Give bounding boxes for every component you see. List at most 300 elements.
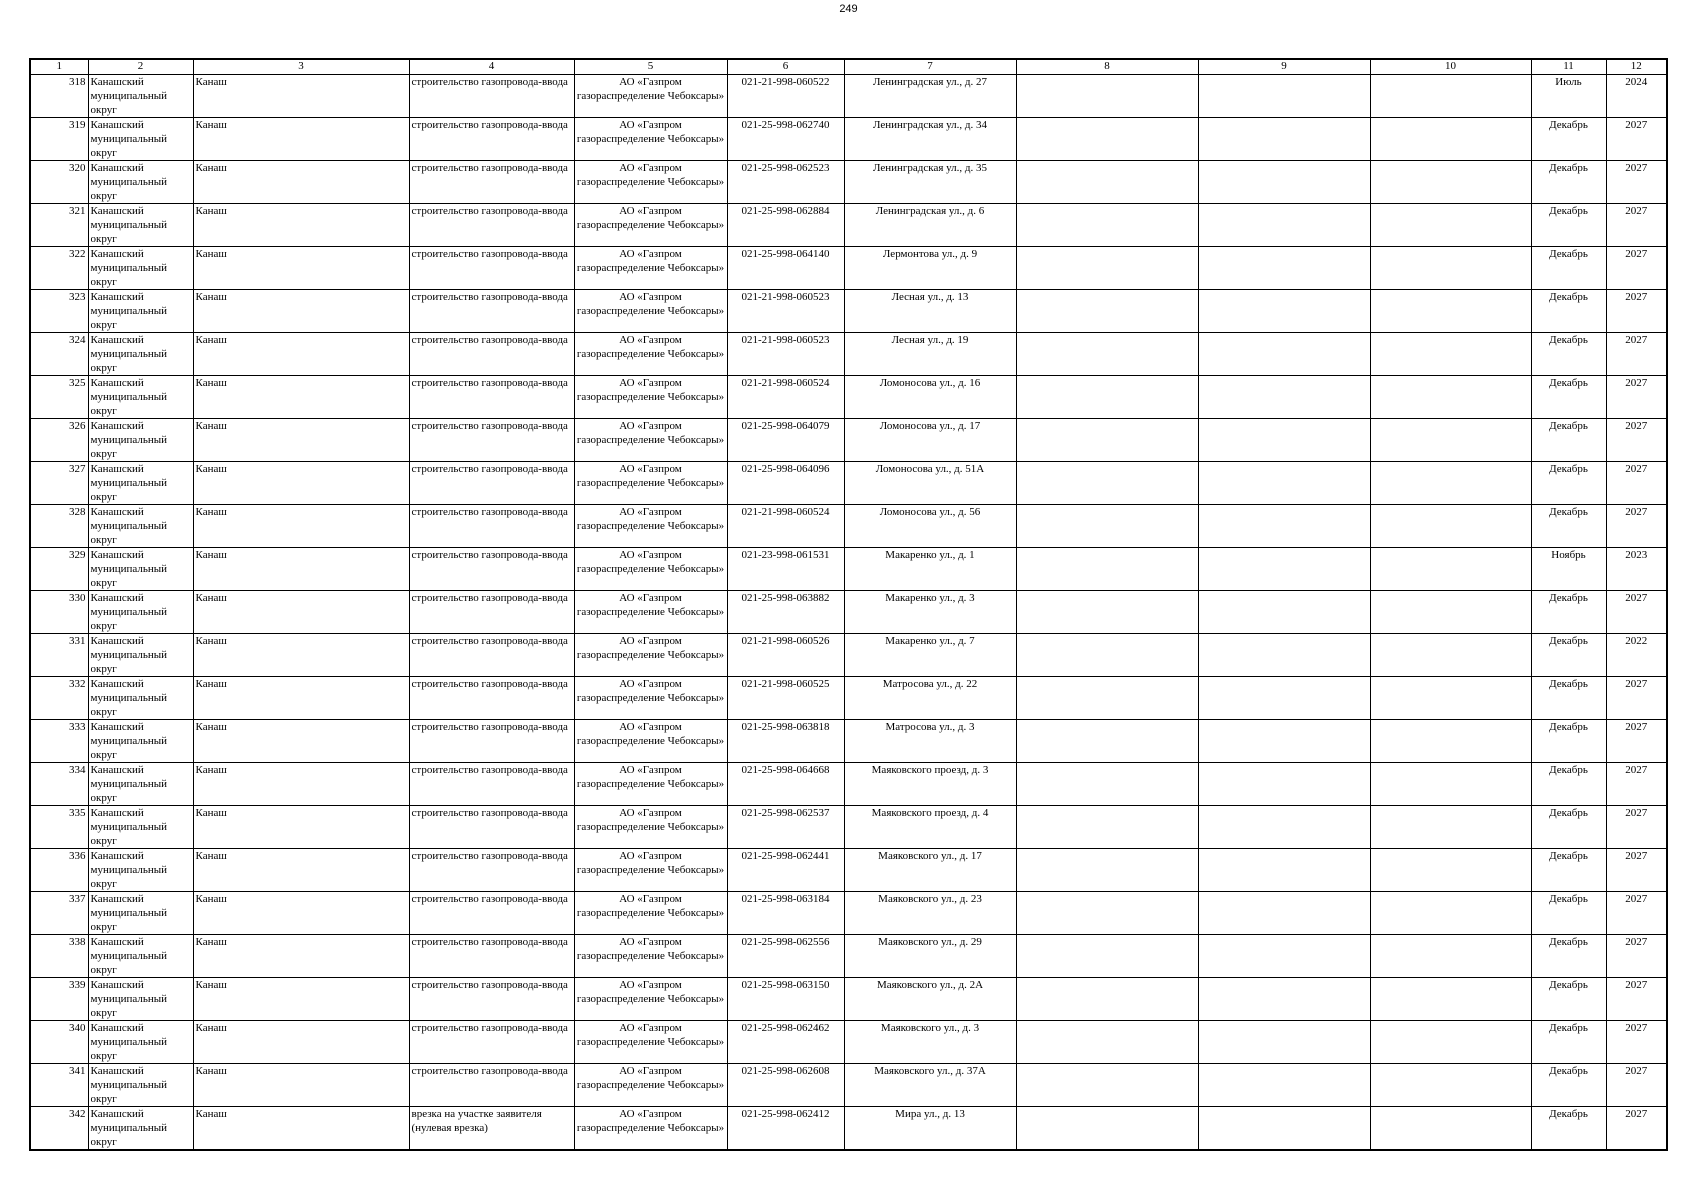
month-cell: Декабрь	[1531, 720, 1606, 763]
column-8-cell	[1016, 290, 1198, 333]
address-cell: Лесная ул., д. 19	[844, 333, 1016, 376]
district-cell: Канашский муниципальный округ	[88, 591, 193, 634]
table-row	[30, 806, 1667, 849]
organization-cell: АО «Газпром газораспределение Чебоксары»	[574, 806, 727, 849]
settlement-cell: Канаш	[193, 892, 409, 935]
column-8-cell	[1016, 548, 1198, 591]
row-number: 325	[30, 376, 88, 419]
table-row	[30, 161, 1667, 204]
year-cell: 2027	[1606, 118, 1667, 161]
work-type-cell: строительство газопровода-ввода	[409, 892, 574, 935]
settlement-cell: Канаш	[193, 1064, 409, 1107]
address-cell: Макаренко ул., д. 3	[844, 591, 1016, 634]
settlement-cell: Канаш	[193, 118, 409, 161]
organization-cell: АО «Газпром газораспределение Чебоксары»	[574, 849, 727, 892]
column-10-cell	[1370, 677, 1531, 720]
object-code-cell: 021-21-998-060525	[727, 677, 844, 720]
work-type-cell: строительство газопровода-ввода	[409, 935, 574, 978]
year-cell: 2027	[1606, 806, 1667, 849]
work-type-cell: строительство газопровода-ввода	[409, 462, 574, 505]
address-cell: Макаренко ул., д. 1	[844, 548, 1016, 591]
settlement-cell: Канаш	[193, 333, 409, 376]
object-code-cell: 021-21-998-060523	[727, 333, 844, 376]
month-cell: Декабрь	[1531, 204, 1606, 247]
column-header: 1	[30, 59, 88, 75]
column-header: 2	[88, 59, 193, 75]
column-9-cell	[1198, 1107, 1370, 1151]
row-number: 335	[30, 806, 88, 849]
year-cell: 2027	[1606, 462, 1667, 505]
settlement-cell: Канаш	[193, 548, 409, 591]
month-cell: Декабрь	[1531, 978, 1606, 1021]
column-9-cell	[1198, 591, 1370, 634]
organization-cell: АО «Газпром газораспределение Чебоксары»	[574, 333, 727, 376]
row-number: 339	[30, 978, 88, 1021]
column-9-cell	[1198, 548, 1370, 591]
column-header: 10	[1370, 59, 1531, 75]
column-10-cell	[1370, 634, 1531, 677]
district-cell: Канашский муниципальный округ	[88, 634, 193, 677]
column-9-cell	[1198, 849, 1370, 892]
table-row	[30, 376, 1667, 419]
address-cell: Маяковского ул., д. 3	[844, 1021, 1016, 1064]
column-8-cell	[1016, 591, 1198, 634]
work-type-cell: строительство газопровода-ввода	[409, 204, 574, 247]
row-number: 334	[30, 763, 88, 806]
column-8-cell	[1016, 376, 1198, 419]
settlement-cell: Канаш	[193, 376, 409, 419]
work-type-cell: строительство газопровода-ввода	[409, 505, 574, 548]
column-10-cell	[1370, 505, 1531, 548]
column-8-cell	[1016, 505, 1198, 548]
organization-cell: АО «Газпром газораспределение Чебоксары»	[574, 763, 727, 806]
object-code-cell: 021-25-998-062462	[727, 1021, 844, 1064]
month-cell: Декабрь	[1531, 591, 1606, 634]
settlement-cell: Канаш	[193, 806, 409, 849]
district-cell: Канашский муниципальный округ	[88, 333, 193, 376]
row-number: 328	[30, 505, 88, 548]
year-cell: 2027	[1606, 763, 1667, 806]
work-type-cell: строительство газопровода-ввода	[409, 677, 574, 720]
year-cell: 2027	[1606, 892, 1667, 935]
settlement-cell: Канаш	[193, 290, 409, 333]
organization-cell: АО «Газпром газораспределение Чебоксары»	[574, 75, 727, 118]
work-type-cell: строительство газопровода-ввода	[409, 290, 574, 333]
column-10-cell	[1370, 935, 1531, 978]
row-number: 322	[30, 247, 88, 290]
column-8-cell	[1016, 892, 1198, 935]
year-cell: 2027	[1606, 333, 1667, 376]
organization-cell: АО «Газпром газораспределение Чебоксары»	[574, 1064, 727, 1107]
column-10-cell	[1370, 548, 1531, 591]
object-code-cell: 021-25-998-062441	[727, 849, 844, 892]
organization-cell: АО «Газпром газораспределение Чебоксары»	[574, 720, 727, 763]
settlement-cell: Канаш	[193, 1107, 409, 1151]
organization-cell: АО «Газпром газораспределение Чебоксары»	[574, 505, 727, 548]
settlement-cell: Канаш	[193, 849, 409, 892]
table-row	[30, 548, 1667, 591]
address-cell: Маяковского ул., д. 23	[844, 892, 1016, 935]
district-cell: Канашский муниципальный округ	[88, 290, 193, 333]
settlement-cell: Канаш	[193, 763, 409, 806]
row-number: 320	[30, 161, 88, 204]
object-code-cell: 021-25-998-062608	[727, 1064, 844, 1107]
work-type-cell: строительство газопровода-ввода	[409, 161, 574, 204]
table-row	[30, 935, 1667, 978]
column-9-cell	[1198, 720, 1370, 763]
settlement-cell: Канаш	[193, 978, 409, 1021]
row-number: 337	[30, 892, 88, 935]
organization-cell: АО «Газпром газораспределение Чебоксары»	[574, 892, 727, 935]
object-code-cell: 021-25-998-064668	[727, 763, 844, 806]
work-type-cell: строительство газопровода-ввода	[409, 75, 574, 118]
organization-cell: АО «Газпром газораспределение Чебоксары»	[574, 247, 727, 290]
work-type-cell: строительство газопровода-ввода	[409, 591, 574, 634]
column-8-cell	[1016, 419, 1198, 462]
register-table	[29, 58, 1668, 1151]
address-cell: Лермонтова ул., д. 9	[844, 247, 1016, 290]
column-9-cell	[1198, 419, 1370, 462]
month-cell: Декабрь	[1531, 462, 1606, 505]
work-type-cell: строительство газопровода-ввода	[409, 849, 574, 892]
work-type-cell: строительство газопровода-ввода	[409, 247, 574, 290]
district-cell: Канашский муниципальный округ	[88, 763, 193, 806]
column-8-cell	[1016, 720, 1198, 763]
organization-cell: АО «Газпром газораспределение Чебоксары»	[574, 978, 727, 1021]
work-type-cell: строительство газопровода-ввода	[409, 720, 574, 763]
work-type-cell: строительство газопровода-ввода	[409, 118, 574, 161]
object-code-cell: 021-25-998-063184	[727, 892, 844, 935]
column-10-cell	[1370, 75, 1531, 118]
year-cell: 2027	[1606, 1064, 1667, 1107]
row-number: 327	[30, 462, 88, 505]
table-row	[30, 75, 1667, 118]
month-cell: Декабрь	[1531, 376, 1606, 419]
object-code-cell: 021-25-998-063150	[727, 978, 844, 1021]
column-8-cell	[1016, 935, 1198, 978]
table-row	[30, 247, 1667, 290]
column-8-cell	[1016, 978, 1198, 1021]
year-cell: 2027	[1606, 290, 1667, 333]
organization-cell: АО «Газпром газораспределение Чебоксары»	[574, 591, 727, 634]
year-cell: 2027	[1606, 247, 1667, 290]
address-cell: Матросова ул., д. 22	[844, 677, 1016, 720]
year-cell: 2024	[1606, 75, 1667, 118]
object-code-cell: 021-21-998-060526	[727, 634, 844, 677]
organization-cell: АО «Газпром газораспределение Чебоксары»	[574, 204, 727, 247]
organization-cell: АО «Газпром газораспределение Чебоксары»	[574, 462, 727, 505]
object-code-cell: 021-21-998-060524	[727, 376, 844, 419]
column-8-cell	[1016, 118, 1198, 161]
district-cell: Канашский муниципальный округ	[88, 720, 193, 763]
organization-cell: АО «Газпром газораспределение Чебоксары»	[574, 935, 727, 978]
column-9-cell	[1198, 204, 1370, 247]
work-type-cell: строительство газопровода-ввода	[409, 763, 574, 806]
column-10-cell	[1370, 763, 1531, 806]
column-8-cell	[1016, 247, 1198, 290]
month-cell: Декабрь	[1531, 935, 1606, 978]
address-cell: Ленинградская ул., д. 6	[844, 204, 1016, 247]
column-8-cell	[1016, 806, 1198, 849]
address-cell: Ломоносова ул., д. 51А	[844, 462, 1016, 505]
object-code-cell: 021-25-998-062523	[727, 161, 844, 204]
month-cell: Декабрь	[1531, 677, 1606, 720]
address-cell: Мира ул., д. 13	[844, 1107, 1016, 1151]
column-header: 11	[1531, 59, 1606, 75]
address-cell: Маяковского ул., д. 37А	[844, 1064, 1016, 1107]
table-row	[30, 333, 1667, 376]
month-cell: Декабрь	[1531, 290, 1606, 333]
month-cell: Июль	[1531, 75, 1606, 118]
column-9-cell	[1198, 677, 1370, 720]
column-8-cell	[1016, 333, 1198, 376]
column-8-cell	[1016, 763, 1198, 806]
table-row	[30, 1107, 1667, 1151]
year-cell: 2027	[1606, 591, 1667, 634]
column-9-cell	[1198, 333, 1370, 376]
address-cell: Ленинградская ул., д. 34	[844, 118, 1016, 161]
work-type-cell: строительство газопровода-ввода	[409, 333, 574, 376]
month-cell: Декабрь	[1531, 1107, 1606, 1151]
month-cell: Декабрь	[1531, 849, 1606, 892]
column-10-cell	[1370, 806, 1531, 849]
organization-cell: АО «Газпром газораспределение Чебоксары»	[574, 634, 727, 677]
object-code-cell: 021-21-998-060522	[727, 75, 844, 118]
month-cell: Ноябрь	[1531, 548, 1606, 591]
year-cell: 2027	[1606, 161, 1667, 204]
district-cell: Канашский муниципальный округ	[88, 806, 193, 849]
year-cell: 2023	[1606, 548, 1667, 591]
column-9-cell	[1198, 247, 1370, 290]
district-cell: Канашский муниципальный округ	[88, 1064, 193, 1107]
column-8-cell	[1016, 677, 1198, 720]
settlement-cell: Канаш	[193, 75, 409, 118]
column-10-cell	[1370, 376, 1531, 419]
table-row	[30, 763, 1667, 806]
column-9-cell	[1198, 161, 1370, 204]
settlement-cell: Канаш	[193, 419, 409, 462]
month-cell: Декабрь	[1531, 634, 1606, 677]
column-10-cell	[1370, 1064, 1531, 1107]
object-code-cell: 021-25-998-063882	[727, 591, 844, 634]
settlement-cell: Канаш	[193, 247, 409, 290]
column-10-cell	[1370, 849, 1531, 892]
column-header: 8	[1016, 59, 1198, 75]
column-9-cell	[1198, 634, 1370, 677]
organization-cell: АО «Газпром газораспределение Чебоксары»	[574, 290, 727, 333]
address-cell: Маяковского ул., д. 2А	[844, 978, 1016, 1021]
settlement-cell: Канаш	[193, 161, 409, 204]
row-number: 336	[30, 849, 88, 892]
object-code-cell: 021-25-998-062884	[727, 204, 844, 247]
row-number: 333	[30, 720, 88, 763]
district-cell: Канашский муниципальный округ	[88, 419, 193, 462]
year-cell: 2027	[1606, 849, 1667, 892]
column-10-cell	[1370, 892, 1531, 935]
column-9-cell	[1198, 462, 1370, 505]
row-number: 342	[30, 1107, 88, 1151]
row-number: 324	[30, 333, 88, 376]
table-row	[30, 720, 1667, 763]
district-cell: Канашский муниципальный округ	[88, 978, 193, 1021]
row-number: 341	[30, 1064, 88, 1107]
row-number: 321	[30, 204, 88, 247]
object-code-cell: 021-25-998-064079	[727, 419, 844, 462]
object-code-cell: 021-25-998-062537	[727, 806, 844, 849]
table-row	[30, 462, 1667, 505]
row-number: 326	[30, 419, 88, 462]
object-code-cell: 021-25-998-062412	[727, 1107, 844, 1151]
column-8-cell	[1016, 1064, 1198, 1107]
month-cell: Декабрь	[1531, 763, 1606, 806]
column-10-cell	[1370, 1021, 1531, 1064]
object-code-cell: 021-21-998-060524	[727, 505, 844, 548]
column-10-cell	[1370, 118, 1531, 161]
column-8-cell	[1016, 634, 1198, 677]
table-row	[30, 677, 1667, 720]
organization-cell: АО «Газпром газораспределение Чебоксары»	[574, 419, 727, 462]
year-cell: 2027	[1606, 505, 1667, 548]
column-9-cell	[1198, 376, 1370, 419]
object-code-cell: 021-21-998-060523	[727, 290, 844, 333]
column-10-cell	[1370, 247, 1531, 290]
district-cell: Канашский муниципальный округ	[88, 849, 193, 892]
address-cell: Лесная ул., д. 13	[844, 290, 1016, 333]
column-8-cell	[1016, 1107, 1198, 1151]
column-9-cell	[1198, 505, 1370, 548]
column-10-cell	[1370, 419, 1531, 462]
organization-cell: АО «Газпром газораспределение Чебоксары»	[574, 376, 727, 419]
settlement-cell: Канаш	[193, 677, 409, 720]
year-cell: 2027	[1606, 1107, 1667, 1151]
column-number-row	[30, 59, 1667, 75]
column-8-cell	[1016, 75, 1198, 118]
year-cell: 2027	[1606, 978, 1667, 1021]
column-9-cell	[1198, 892, 1370, 935]
column-header: 5	[574, 59, 727, 75]
column-8-cell	[1016, 462, 1198, 505]
object-code-cell: 021-25-998-062740	[727, 118, 844, 161]
column-10-cell	[1370, 462, 1531, 505]
district-cell: Канашский муниципальный округ	[88, 1107, 193, 1151]
column-8-cell	[1016, 161, 1198, 204]
column-9-cell	[1198, 290, 1370, 333]
table-row	[30, 849, 1667, 892]
work-type-cell: строительство газопровода-ввода	[409, 978, 574, 1021]
column-9-cell	[1198, 763, 1370, 806]
table-row	[30, 118, 1667, 161]
page-number: 249	[839, 3, 858, 15]
month-cell: Декабрь	[1531, 1021, 1606, 1064]
column-10-cell	[1370, 978, 1531, 1021]
column-9-cell	[1198, 806, 1370, 849]
table-row	[30, 978, 1667, 1021]
organization-cell: АО «Газпром газораспределение Чебоксары»	[574, 118, 727, 161]
row-number: 331	[30, 634, 88, 677]
organization-cell: АО «Газпром газораспределение Чебоксары»	[574, 1107, 727, 1151]
object-code-cell: 021-25-998-063818	[727, 720, 844, 763]
object-code-cell: 021-23-998-061531	[727, 548, 844, 591]
district-cell: Канашский муниципальный округ	[88, 204, 193, 247]
table-row	[30, 505, 1667, 548]
settlement-cell: Канаш	[193, 204, 409, 247]
column-8-cell	[1016, 849, 1198, 892]
organization-cell: АО «Газпром газораспределение Чебоксары»	[574, 161, 727, 204]
row-number: 340	[30, 1021, 88, 1064]
address-cell: Маяковского ул., д. 29	[844, 935, 1016, 978]
address-cell: Маяковского проезд, д. 3	[844, 763, 1016, 806]
column-9-cell	[1198, 935, 1370, 978]
district-cell: Канашский муниципальный округ	[88, 118, 193, 161]
district-cell: Канашский муниципальный округ	[88, 247, 193, 290]
work-type-cell: строительство газопровода-ввода	[409, 548, 574, 591]
month-cell: Декабрь	[1531, 806, 1606, 849]
row-number: 319	[30, 118, 88, 161]
month-cell: Декабрь	[1531, 419, 1606, 462]
district-cell: Канашский муниципальный округ	[88, 892, 193, 935]
column-10-cell	[1370, 333, 1531, 376]
month-cell: Декабрь	[1531, 505, 1606, 548]
row-number: 332	[30, 677, 88, 720]
district-cell: Канашский муниципальный округ	[88, 462, 193, 505]
row-number: 330	[30, 591, 88, 634]
address-cell: Ленинградская ул., д. 35	[844, 161, 1016, 204]
table-row	[30, 204, 1667, 247]
column-header: 7	[844, 59, 1016, 75]
row-number: 329	[30, 548, 88, 591]
year-cell: 2027	[1606, 204, 1667, 247]
district-cell: Канашский муниципальный округ	[88, 548, 193, 591]
year-cell: 2027	[1606, 720, 1667, 763]
column-8-cell	[1016, 204, 1198, 247]
work-type-cell: строительство газопровода-ввода	[409, 1064, 574, 1107]
work-type-cell: строительство газопровода-ввода	[409, 1021, 574, 1064]
column-10-cell	[1370, 1107, 1531, 1151]
address-cell: Ленинградская ул., д. 27	[844, 75, 1016, 118]
address-cell: Макаренко ул., д. 7	[844, 634, 1016, 677]
table-row	[30, 591, 1667, 634]
table-row	[30, 634, 1667, 677]
row-number: 323	[30, 290, 88, 333]
district-cell: Канашский муниципальный округ	[88, 75, 193, 118]
column-10-cell	[1370, 161, 1531, 204]
column-8-cell	[1016, 1021, 1198, 1064]
month-cell: Декабрь	[1531, 1064, 1606, 1107]
table-row	[30, 1064, 1667, 1107]
column-9-cell	[1198, 978, 1370, 1021]
year-cell: 2027	[1606, 376, 1667, 419]
address-cell: Ломоносова ул., д. 17	[844, 419, 1016, 462]
column-10-cell	[1370, 204, 1531, 247]
district-cell: Канашский муниципальный округ	[88, 505, 193, 548]
column-9-cell	[1198, 75, 1370, 118]
object-code-cell: 021-25-998-064096	[727, 462, 844, 505]
column-9-cell	[1198, 118, 1370, 161]
district-cell: Канашский муниципальный округ	[88, 161, 193, 204]
work-type-cell: строительство газопровода-ввода	[409, 419, 574, 462]
address-cell: Маяковского проезд, д. 4	[844, 806, 1016, 849]
settlement-cell: Канаш	[193, 505, 409, 548]
settlement-cell: Канаш	[193, 935, 409, 978]
table-row	[30, 419, 1667, 462]
year-cell: 2022	[1606, 634, 1667, 677]
column-header: 12	[1606, 59, 1667, 75]
settlement-cell: Канаш	[193, 462, 409, 505]
month-cell: Декабрь	[1531, 247, 1606, 290]
address-cell: Матросова ул., д. 3	[844, 720, 1016, 763]
row-number: 318	[30, 75, 88, 118]
organization-cell: АО «Газпром газораспределение Чебоксары»	[574, 548, 727, 591]
